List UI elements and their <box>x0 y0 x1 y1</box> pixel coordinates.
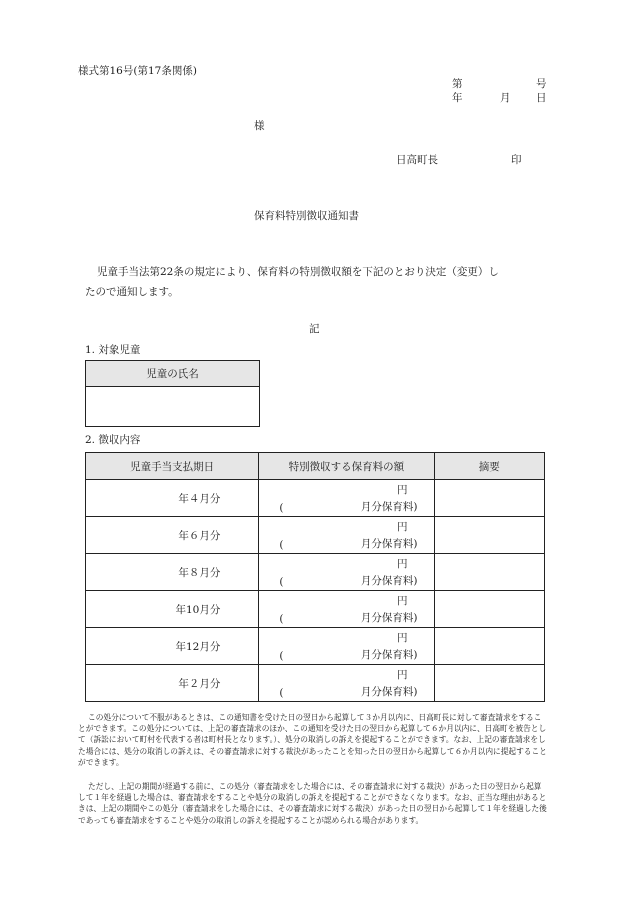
remarks-cell[interactable] <box>434 480 545 517</box>
fee-month-label: 月分保育料) <box>360 612 418 624</box>
payment-period: 年８月分 <box>86 554 259 591</box>
remarks-cell[interactable] <box>434 517 545 554</box>
fee-amount-cell[interactable] <box>259 480 434 517</box>
date-year: 年 <box>452 92 463 104</box>
paren-open: ( <box>279 687 284 699</box>
date-month: 月 <box>500 92 511 104</box>
table-row <box>86 591 545 628</box>
remarks-cell[interactable] <box>434 628 545 665</box>
fee-month-label: 月分保育料) <box>360 538 418 550</box>
fee-month-label: 月分保育料) <box>360 501 418 513</box>
yen-unit: 円 <box>397 669 408 681</box>
table-row <box>86 480 545 517</box>
child-table <box>85 360 260 427</box>
fee-amount-cell[interactable] <box>259 628 434 665</box>
form-number: 様式第16号(第17条関係) <box>78 65 197 77</box>
body-line-1: 児童手当法第22条の規定により、保育料の特別徴収額を下記のとおり決定（変更）し <box>97 266 499 278</box>
remarks-cell[interactable] <box>434 665 545 702</box>
table-row <box>86 554 545 591</box>
table-row <box>86 517 545 554</box>
child-name-header: 児童の氏名 <box>86 361 260 387</box>
payment-period: 年６月分 <box>86 517 259 554</box>
section-2-heading: 2. 徴収内容 <box>85 434 141 446</box>
document-number-prefix: 第 <box>452 78 463 90</box>
remarks-cell[interactable] <box>434 591 545 628</box>
payment-date-header: 児童手当支払期日 <box>86 453 259 480</box>
collection-table <box>85 452 545 702</box>
payment-period: 年４月分 <box>86 480 259 517</box>
appeal-notice-paragraph-1: この処分について不服があるときは、この通知書を受けた日の翌日から起算して３か月以内に、日高町長に対して審査請求をすることができます。この処分については、上記の審査請求のほか、この通知を受けた日の翌日から起算して６か月以内に、日高町を被告として（訴訟において町村を代表する者は町村長となります。）、処分の取消しの訴えを提起することができます。なお、上記の審査請求をした場合には、処分の取消しの訴えは、その審査請求に対する裁決があったことを知った日の翌日から起算して６か月以内に提起することができます。 <box>78 713 547 767</box>
paren-open: ( <box>279 539 284 551</box>
fee-month-label: 月分保育料) <box>360 686 418 698</box>
fee-amount-cell[interactable] <box>259 517 434 554</box>
payment-period: 年12月分 <box>86 628 259 665</box>
recipient-honorific: 様 <box>254 120 265 132</box>
paren-open: ( <box>279 613 284 625</box>
fee-amount-cell[interactable] <box>259 554 434 591</box>
yen-unit: 円 <box>397 595 408 607</box>
yen-unit: 円 <box>397 632 408 644</box>
paren-open: ( <box>279 650 284 662</box>
seal-mark: 印 <box>511 154 522 166</box>
document-number-suffix: 号 <box>536 78 547 90</box>
fee-amount-header: 特別徴収する保育料の額 <box>259 453 434 480</box>
fee-month-label: 月分保育料) <box>360 649 418 661</box>
payment-period: 年２月分 <box>86 665 259 702</box>
yen-unit: 円 <box>397 521 408 533</box>
section-1-heading: 1. 対象児童 <box>85 344 141 356</box>
ki-label: 記 <box>309 323 320 335</box>
table-row <box>86 628 545 665</box>
document-title: 保育料特別徴収通知書 <box>254 210 359 222</box>
table-row <box>86 665 545 702</box>
child-name-cell[interactable] <box>86 387 260 427</box>
yen-unit: 円 <box>397 484 408 496</box>
fee-amount-cell[interactable] <box>259 591 434 628</box>
body-line-2: たので通知します。 <box>85 286 179 298</box>
remarks-cell[interactable] <box>434 554 545 591</box>
remarks-header: 摘要 <box>434 453 545 480</box>
payment-period: 年10月分 <box>86 591 259 628</box>
paren-open: ( <box>279 502 284 514</box>
issuer-name: 日高町長 <box>396 154 438 166</box>
paren-open: ( <box>279 576 284 588</box>
fee-month-label: 月分保育料) <box>360 575 418 587</box>
date-day: 日 <box>536 92 547 104</box>
yen-unit: 円 <box>397 558 408 570</box>
appeal-notice-paragraph-2: ただし、上記の期間が経過する前に、この処分（審査請求をした場合には、その審査請求に対する裁決）があった日の翌日から起算して１年を経過した場合は、審査請求をすることや処分の取消しの訴えを提起することができなくなります。なお、正当な理由があるときは、上記の期間やこの処分（審査請求をした場合には、その審査請求に対する裁決）があった日の翌日から起算して１年を経過した後であっても審査請求をすることや処分の取消しの訴えを提起することが認められる場合があります。 <box>78 782 547 825</box>
fee-amount-cell[interactable] <box>259 665 434 702</box>
